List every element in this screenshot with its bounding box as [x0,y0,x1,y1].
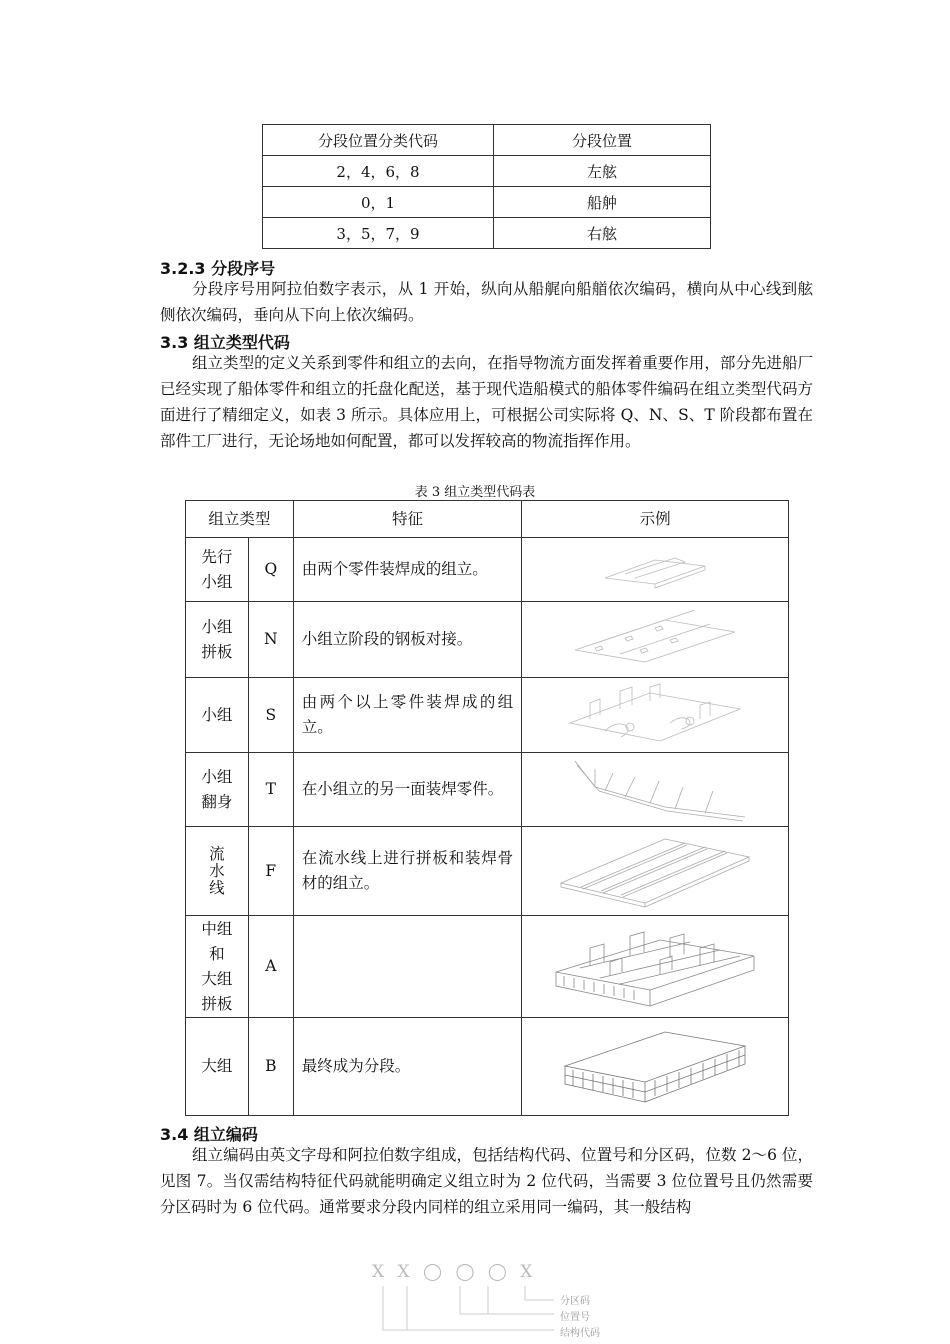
assembly-type-feature: 由两个以上零件装焊成的组立。 [293,678,521,753]
table-row [263,156,711,187]
plate-butt-joint-icon [565,610,745,670]
example-cell [522,1018,789,1116]
table-header: 组立类型 [186,501,294,538]
table-row [186,538,789,602]
assembly-type-name: 小组 [186,678,249,753]
section-paragraph: 组立编码由英文字母和阿拉伯数字组成，包括结构代码、位置号和分区码，位数 2～6 位，见图 7。当仅需结构特征代码就能明确定义组立时为 2 位代码，当需要 3 位位置号且仍然需要分区码时为 6 位代码。通常要求分段内同样的组立采用同一编码，其一般结构 [160,1146,813,1216]
table-cell: 船舯 [494,187,711,218]
assembly-type-code: S [248,678,293,753]
table-row [186,1018,789,1116]
example-cell [522,678,789,753]
section-paragraph: 分段序号用阿拉伯数字表示，从 1 开始，纵向从船艉向船艏依次编码，横向从中心线到舷侧依次编码，垂向从下向上依次编码。 [160,280,813,324]
assembly-type-name: 中组 和 大组 拼板 [186,916,249,1018]
table-cell: 3，5，7，9 [263,218,494,249]
large-assembly-icon [550,922,760,1012]
assembly-type-name: 先行 小组 [186,538,249,602]
section-heading-3-2-3: 3.2.3 分段序号 [160,259,276,278]
code-format-symbols: X X ◯ ◯ ◯ X [372,1262,537,1282]
figure-label: 位置号 [560,1312,590,1323]
segment-position-table [262,124,711,249]
table-header: 特征 [293,501,521,538]
table-header: 分段位置 [494,125,711,156]
block-icon [555,1024,755,1110]
table-row [186,916,789,1018]
table-caption: 表 3 组立类型代码表 [414,485,536,500]
section-heading-3-3: 3.3 组立类型代码 [160,333,290,352]
table-header: 分段位置分类代码 [263,125,494,156]
table-cell: 左舷 [494,156,711,187]
assembly-type-name: 小组 翻身 [186,753,249,827]
assembly-type-code: T [248,753,293,827]
table-row [186,753,789,827]
section-heading-3-4: 3.4 组立编码 [160,1125,258,1144]
assembly-type-feature: 小组立阶段的钢板对接。 [293,602,521,678]
table-cell: 2，4，6，8 [263,156,494,187]
example-cell [522,916,789,1018]
table-cell: 右舷 [494,218,711,249]
assembly-code-figure [370,1262,670,1344]
table-row [186,602,789,678]
assembly-type-feature: 由两个零件装焊成的组立。 [293,538,521,602]
assembly-type-code: B [248,1018,293,1116]
assembly-type-name: 流 水 线 [186,827,249,916]
assembly-type-code: F [248,827,293,916]
figure-label: 分区码 [560,1296,590,1307]
multi-part-assembly-icon [560,683,750,747]
assembly-type-feature: 在小组立的另一面装焊零件。 [293,753,521,827]
assembly-type-code: N [248,602,293,678]
assembly-type-code: A [248,916,293,1018]
assembly-type-code: Q [248,538,293,602]
section-paragraph: 组立类型的定义关系到零件和组立的去向，在指导物流方面发挥着重要作用，部分先进船厂已经实现了船体零件和组立的托盘化配送，基于现代造船模式的船体零件编码在组立类型代码方面进行了精细定义，如表 3 所示。具体应用上，可根据公司实际将 Q、N、S、T 阶段都布置在部件工厂进行，无论场地如何配置，都可以发挥较高的物流指挥作用。 [160,354,813,450]
assembly-type-name: 大组 [186,1018,249,1116]
table-header: 示例 [522,501,789,538]
assembly-type-name: 小组 拼板 [186,602,249,678]
example-cell [522,827,789,916]
code-bracket-lines [370,1262,670,1344]
panel-line-icon [555,833,755,909]
figure-label: 结构代码 [560,1328,600,1339]
assembly-type-feature [293,916,521,1018]
assembly-type-table [185,500,789,1116]
table-row [186,827,789,916]
table-cell: 0，1 [263,187,494,218]
table-header-row [186,501,789,538]
table-row [186,678,789,753]
table-header-row [263,125,711,156]
table-row [263,218,711,249]
assembly-type-feature: 最终成为分段。 [293,1018,521,1116]
table-row [263,187,711,218]
two-part-weld-icon [595,550,715,590]
example-cell [522,602,789,678]
example-cell [522,753,789,827]
example-cell [522,538,789,602]
assembly-type-feature: 在流水线上进行拼板和装焊骨材的组立。 [293,827,521,916]
flipped-assembly-icon [555,757,755,823]
